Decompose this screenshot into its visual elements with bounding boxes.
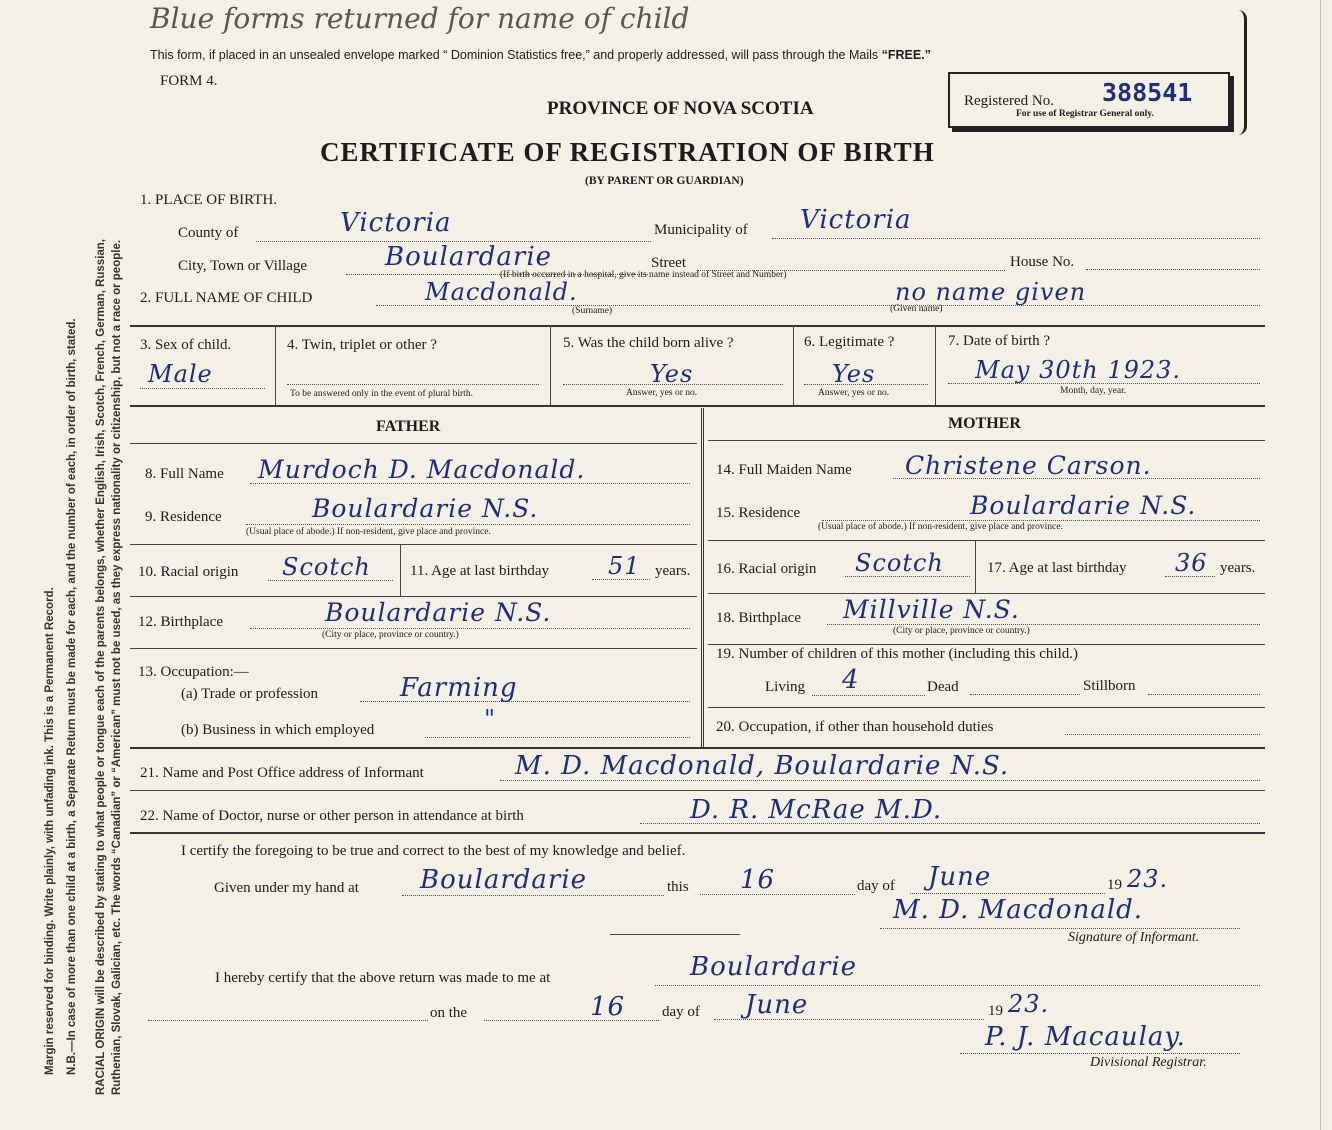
dob-caption: Month, day, year. <box>1060 386 1127 396</box>
father-age: 51 <box>608 552 641 580</box>
sex-line <box>140 388 265 389</box>
legit-label: 6. Legitimate ? <box>804 334 895 350</box>
children-label: 19. Number of children of this mother (including this child.) <box>716 646 1079 662</box>
child-name-label: 2. FULL NAME OF CHILD <box>140 290 313 306</box>
row3-divider-1 <box>275 325 276 405</box>
father-racial-label: 10. Racial origin <box>138 564 239 580</box>
stillborn-label: Stillborn <box>1083 678 1136 694</box>
child-given-name: no name given <box>895 278 1087 306</box>
living-line <box>812 695 925 696</box>
father-rule-1 <box>130 544 697 545</box>
registrar-place-line <box>655 985 1260 986</box>
registrar-caption: Divisional Registrar. <box>1090 1055 1207 1070</box>
row3-divider-4 <box>935 325 936 405</box>
place-of-birth-label: 1. PLACE OF BIRTH. <box>140 192 278 208</box>
mother-racial: Scotch <box>855 549 944 577</box>
street-label: Street <box>651 255 686 271</box>
father-rule-3 <box>130 648 697 649</box>
mother-age: 36 <box>1175 549 1208 577</box>
cert-year-suffix: 23. <box>1127 865 1169 893</box>
row3-divider-2 <box>550 325 551 405</box>
alive-line <box>563 384 783 385</box>
city-label: City, Town or Village <box>178 258 308 274</box>
mail-notice <box>150 48 931 62</box>
father-residence-caption: (Usual place of abode.) If non-resident, give place and province. <box>246 527 491 537</box>
registrar-statement: I hereby certify that the above return was made to me at <box>215 970 551 986</box>
given-caption: (Given name) <box>890 304 943 314</box>
stillborn-line <box>1148 694 1260 695</box>
father-heading: FATHER <box>376 418 441 435</box>
father-rule-2 <box>130 596 697 597</box>
page-edge <box>1320 0 1321 1130</box>
doctor-bottom-rule <box>130 832 1265 834</box>
legit-value: Yes <box>832 360 876 388</box>
doctor-value: D. R. McRae M.D. <box>690 795 943 825</box>
twin-note: To be answered only in the event of plural birth. <box>290 389 473 399</box>
mother-years: years. <box>1220 560 1256 576</box>
margin-line-1: Margin reserved for binding. Write plainly, with unfading ink. This is a Permanent Record. <box>44 587 56 1075</box>
parents-divider <box>701 408 704 748</box>
dob-value: May 30th 1923. <box>975 356 1182 384</box>
business-label: (b) Business in which employed <box>181 722 375 738</box>
informant-top-rule <box>130 747 1265 749</box>
day-line <box>700 894 855 895</box>
page-title: CERTIFICATE OF REGISTRATION OF BIRTH <box>320 137 935 167</box>
mother-residence-line <box>822 520 1260 521</box>
signature-line <box>880 928 1240 929</box>
house-line <box>1086 269 1260 270</box>
registered-number: 388541 <box>1102 78 1193 107</box>
mother-name-label: 14. Full Maiden Name <box>716 462 852 478</box>
legit-caption: Answer, yes or no. <box>818 388 890 398</box>
row3-divider-3 <box>793 325 794 405</box>
house-label: House No. <box>1010 254 1075 270</box>
mother-age-label: 17. Age at last birthday <box>987 560 1127 576</box>
mother-residence: Boulardarie N.S. <box>970 491 1197 520</box>
county-value: Victoria <box>340 208 452 238</box>
twin-label: 4. Twin, triplet or other ? <box>287 337 437 353</box>
business-value: " <box>484 705 497 733</box>
registrar-month: June <box>745 990 809 1020</box>
father-birthplace-caption: (City or place, province or country.) <box>322 630 459 640</box>
certify-statement: I certify the foregoing to be true and correct to the best of my knowledge and belief. <box>181 843 686 859</box>
registrar-signature: P. J. Macaulay. <box>985 1022 1186 1052</box>
father-residence-label: 9. Residence <box>145 509 222 525</box>
sex-label: 3. Sex of child. <box>140 337 232 353</box>
mother-rule-4 <box>708 707 1265 708</box>
father-racial-divider <box>400 544 401 596</box>
row3-bottom-rule <box>130 405 1265 407</box>
registrar-year-suffix: 23. <box>1008 990 1050 1018</box>
mother-occupation-line <box>1065 734 1260 735</box>
given-place: Boulardarie <box>420 865 588 895</box>
registrar-note: For use of Registrar General only. <box>1016 109 1154 119</box>
mail-notice-text: This form, if placed in an unsealed envelope marked “ Dominion Statistics free,” and properly addressed, will pass through the Mails <box>150 48 879 62</box>
occupation-label: 13. Occupation:— <box>138 664 249 680</box>
business-line <box>425 737 690 738</box>
registrar-day-line <box>484 1020 659 1021</box>
cert-year-prefix: 19 <box>1107 877 1122 893</box>
mother-birthplace-line <box>827 624 1260 625</box>
margin-line-2: N.B.—In case of more than one child at a birth, a Separate Return must be made for each, and the number of each, in order of birth, stated. <box>66 318 78 1075</box>
mother-birthplace-caption: (City or place, province or country.) <box>893 626 1030 636</box>
twin-line <box>287 384 539 385</box>
father-years: years. <box>655 563 691 579</box>
mother-occupation-label: 20. Occupation, if other than household duties <box>716 719 994 735</box>
mother-racial-divider <box>975 540 976 593</box>
father-name: Murdoch D. Macdonald. <box>258 455 586 484</box>
mother-racial-label: 16. Racial origin <box>716 561 817 577</box>
mail-notice-free: “FREE.” <box>881 48 931 62</box>
father-name-label: 8. Full Name <box>145 466 224 482</box>
mother-residence-label: 15. Residence <box>716 505 801 521</box>
ink-bracket <box>1238 10 1247 135</box>
municipality-value: Victoria <box>800 205 912 235</box>
informant-label: 21. Name and Post Office address of Informant <box>140 765 424 781</box>
father-head-rule <box>130 443 697 444</box>
dead-line <box>970 694 1080 695</box>
mother-rule-3 <box>708 644 1265 645</box>
father-age-label: 11. Age at last birthday <box>410 563 549 579</box>
registrar-lead-line <box>148 1020 428 1021</box>
alive-label: 5. Was the child born alive ? <box>563 335 734 351</box>
on-the-label: on the <box>430 1005 468 1021</box>
hospital-note: (If birth occurred in a hospital, give its name instead of Street and Number) <box>500 270 787 280</box>
father-residence-line <box>246 524 690 525</box>
registrar-place: Boulardarie <box>690 952 858 982</box>
short-rule <box>610 934 740 935</box>
mother-heading: MOTHER <box>948 415 1021 432</box>
surname-caption: (Surname) <box>572 306 613 316</box>
registrar-day: 16 <box>590 992 626 1022</box>
registrar-signature-line <box>960 1053 1240 1054</box>
form-number: FORM 4. <box>160 73 218 89</box>
registered-box <box>948 72 1230 128</box>
cert-day-of-label: day of <box>857 878 895 894</box>
dob-label: 7. Date of birth ? <box>948 333 1051 349</box>
sex-value: Male <box>148 360 213 388</box>
top-annotation: Blue forms returned for name of child <box>150 2 690 35</box>
given-place-line <box>402 895 664 896</box>
father-birthplace: Boulardarie N.S. <box>325 598 552 627</box>
registrar-day-of-label: day of <box>662 1004 700 1020</box>
informant-signature: M. D. Macdonald. <box>893 895 1144 925</box>
alive-value: Yes <box>650 360 694 388</box>
dob-line <box>948 383 1260 384</box>
doctor-label: 22. Name of Doctor, nurse or other person in attendance at birth <box>140 808 524 824</box>
row3-top-rule <box>130 325 1265 327</box>
child-surname: Macdonald. <box>425 278 578 306</box>
father-residence: Boulardarie N.S. <box>312 494 539 523</box>
this-label: this <box>667 879 689 895</box>
registered-label: Registered No. <box>964 93 1054 109</box>
cert-day: 16 <box>740 865 776 895</box>
city-value: Boulardarie <box>385 242 553 272</box>
alive-caption: Answer, yes or no. <box>626 388 698 398</box>
margin-line-3: RACIAL ORIGIN will be described by stating to what people or tongue each of the parents belongs, whether English, Irish, Scotch, French, German, Russian, <box>95 238 107 1095</box>
signature-caption: Signature of Informant. <box>1068 930 1200 945</box>
living-value: 4 <box>842 665 860 695</box>
informant-bottom-rule <box>130 790 1265 791</box>
mother-rule-2 <box>708 593 1265 594</box>
page-subtitle: (BY PARENT OR GUARDIAN) <box>585 175 744 187</box>
municipality-line <box>772 238 1260 239</box>
mother-name: Christene Carson. <box>905 451 1152 480</box>
mother-head-rule <box>708 440 1265 441</box>
county-label: County of <box>178 225 239 241</box>
cert-month: June <box>928 862 992 892</box>
father-birthplace-label: 12. Birthplace <box>138 614 223 630</box>
registrar-year-prefix: 19 <box>988 1003 1003 1019</box>
dead-label: Dead <box>927 679 959 695</box>
mother-rule-1 <box>708 540 1265 541</box>
given-label: Given under my hand at <box>214 880 359 896</box>
legit-line <box>804 384 928 385</box>
father-birthplace-line <box>250 628 690 629</box>
municipality-label: Municipality of <box>654 222 748 238</box>
mother-birthplace-label: 18. Birthplace <box>716 610 801 626</box>
mother-birthplace: Millville N.S. <box>843 595 1020 624</box>
mother-residence-caption: (Usual place of abode.) If non-resident, give place and province. <box>818 522 1063 532</box>
informant-value: M. D. Macdonald, Boulardarie N.S. <box>515 751 1010 781</box>
month-line <box>910 893 1105 894</box>
trade-label: (a) Trade or profession <box>181 686 319 702</box>
trade-value: Farming <box>400 673 518 703</box>
margin-line-4: Ruthenian, Slovak, Galician, etc. The words “Canadian” or “American” must not be used, as they express nationality or citizenship, but not a race or people. <box>111 239 123 1095</box>
province-heading: PROVINCE OF NOVA SCOTIA <box>547 98 814 119</box>
father-racial: Scotch <box>282 553 371 581</box>
living-label: Living <box>765 679 805 695</box>
